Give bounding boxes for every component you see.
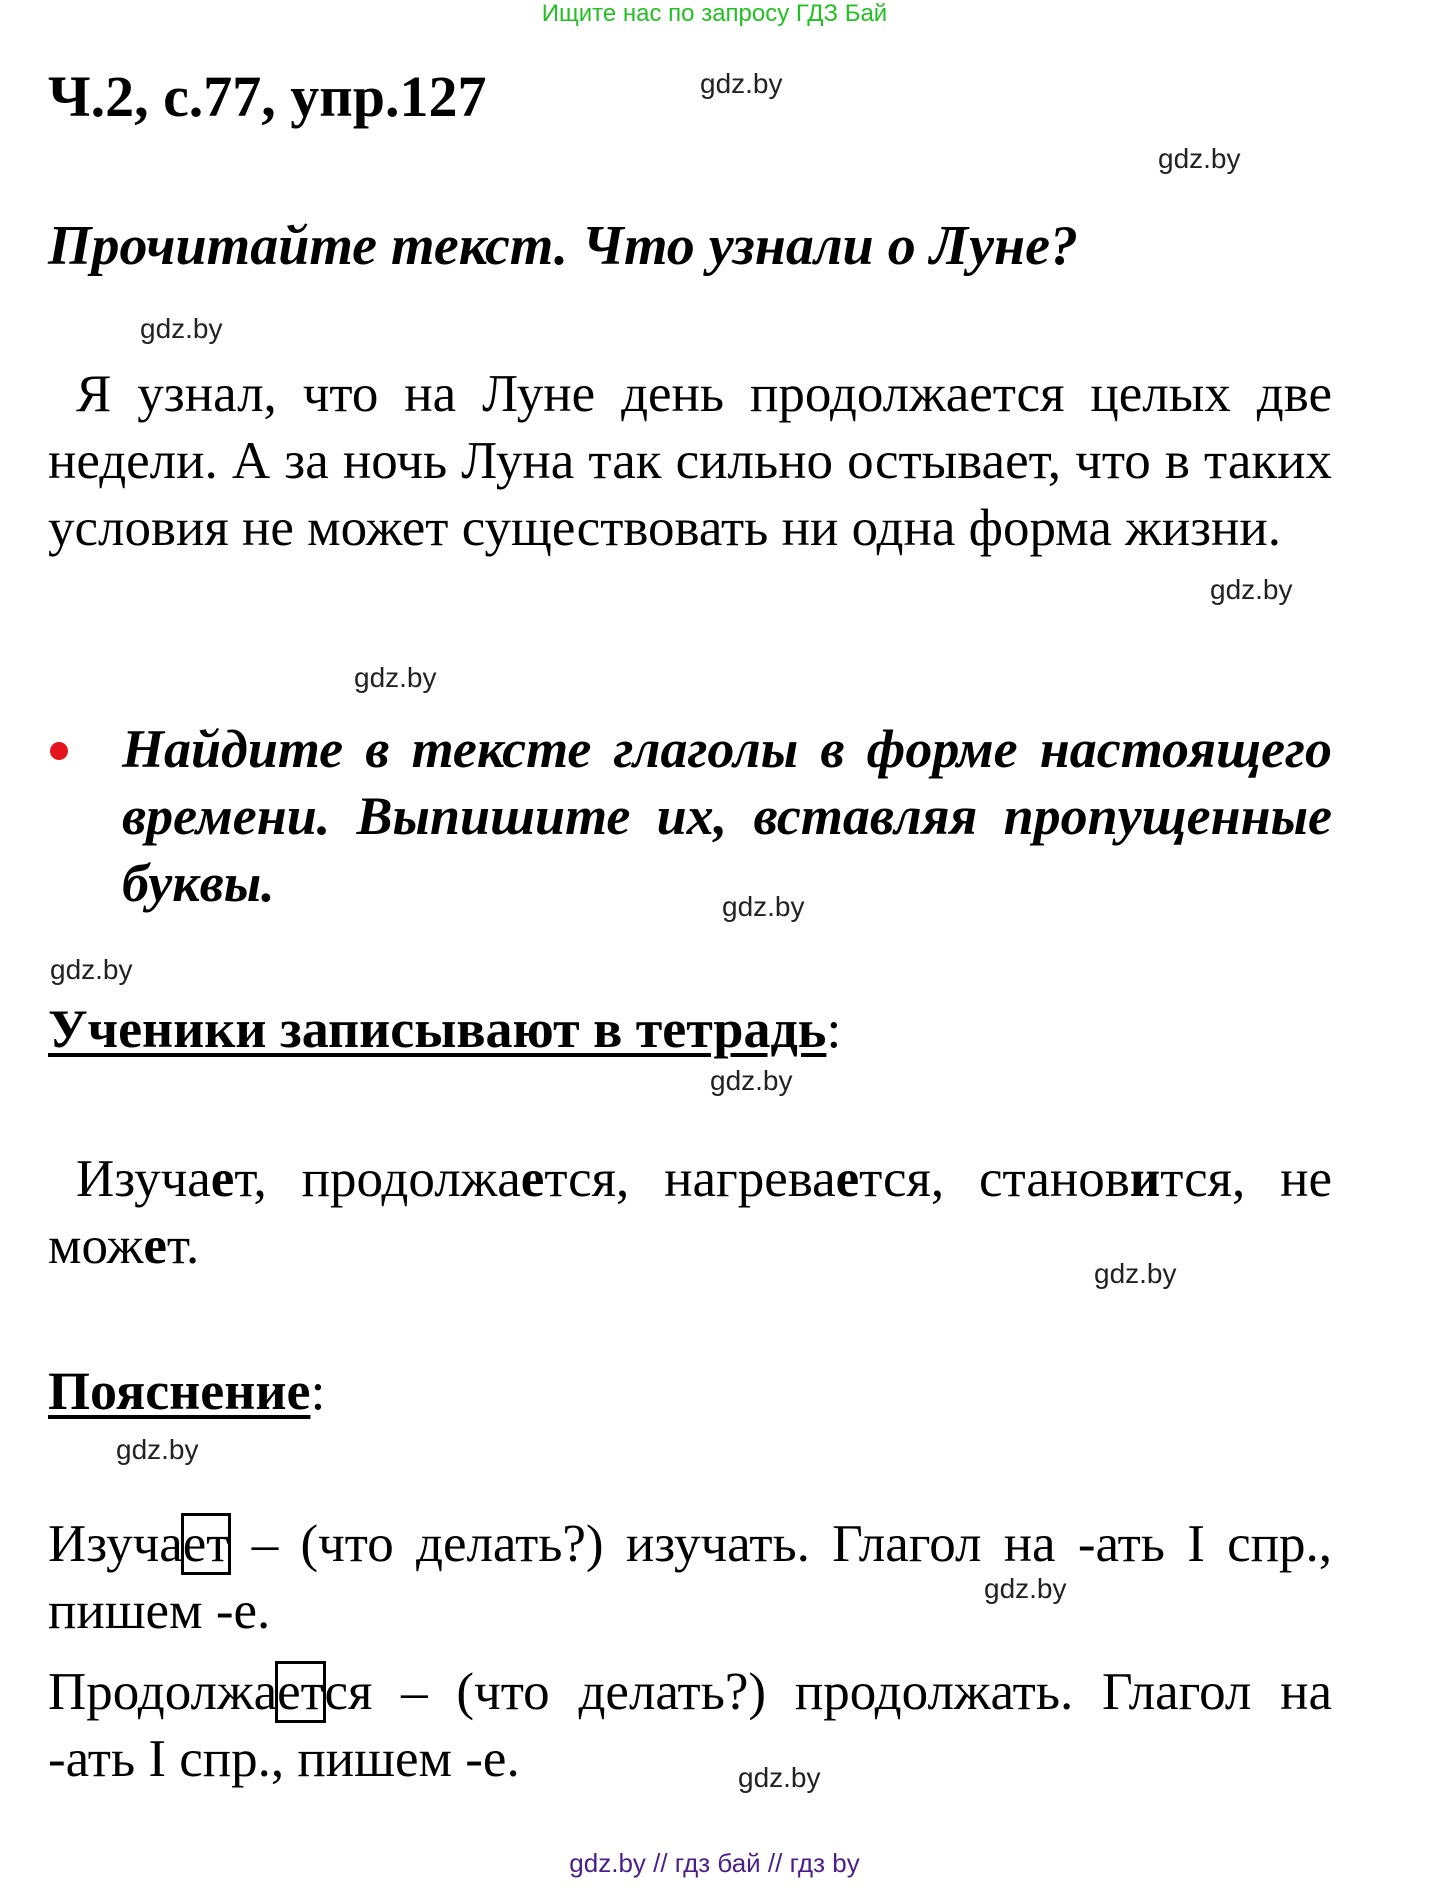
explanation-post: ся – (что делать?) продолжать. Глагол на -ать I спр., пишем -е. — [48, 1663, 1332, 1788]
explanation-post: – (что делать?) изучать. Глагол на -ать I спр., пишем -е. — [48, 1515, 1332, 1640]
top-banner[interactable]: Ищите нас по запросу ГДЗ Бай — [541, 0, 888, 27]
answer-letter: е — [835, 1150, 860, 1208]
answer-letter: е — [143, 1217, 167, 1275]
notebook-heading-colon: : — [826, 999, 842, 1059]
watermark: gdz.by — [700, 68, 783, 99]
answer-segment: Изуча — [76, 1150, 211, 1208]
watermark: gdz.by — [722, 891, 805, 922]
watermark: gdz.by — [738, 1762, 821, 1793]
watermark: gdz.by — [140, 313, 223, 344]
watermark: gdz.by — [1210, 574, 1293, 605]
notebook-heading-label: Ученики записывают в тетрадь — [48, 999, 827, 1059]
explanation-heading — [48, 1358, 325, 1425]
explanation-item — [48, 1659, 1332, 1793]
watermark: gdz.by — [50, 954, 133, 985]
notebook-heading — [48, 996, 841, 1063]
watermark: gdz.by — [116, 1434, 199, 1465]
answer-letter: е — [210, 1150, 235, 1208]
answer-letter: е — [520, 1150, 545, 1208]
explanation-heading-label: Пояснение — [48, 1361, 311, 1421]
bullet-icon — [50, 742, 68, 760]
watermark: gdz.by — [354, 662, 437, 693]
answer-segment: тся, станов — [859, 1150, 1130, 1208]
answer-segment: т. — [166, 1217, 200, 1275]
answer-segment: т, продолжа — [234, 1150, 521, 1208]
answer-segment: тся, нагрева — [544, 1150, 836, 1208]
answer-segment: тся, не мож — [48, 1150, 1332, 1275]
explanation-item — [48, 1511, 1332, 1645]
explanation-pre: Продолжа — [48, 1663, 278, 1721]
footer-links[interactable]: gdz.by // гдз бай // гдз by — [569, 1848, 860, 1878]
bullet-task: Найдите в тексте глаголы в форме настоящего времени. Выпишите их, вставляя пропущенные буквы. — [122, 719, 1332, 913]
watermark: gdz.by — [1158, 143, 1241, 174]
watermark: gdz.by — [1094, 1258, 1177, 1289]
answer-paragraph: Я узнал, что на Луне день продолжается целых две недели. А за ночь Луна так сильно остывает, что в таких условия не может существовать ни одна форма жизни. — [48, 365, 1332, 557]
explanation-pre: Изуча — [48, 1515, 183, 1573]
explanation-ending-box: ет — [182, 1515, 230, 1573]
exercise-title: Ч.2, с.77, упр.127 — [48, 64, 487, 129]
watermark: gdz.by — [710, 1065, 793, 1096]
watermark: gdz.by — [984, 1573, 1067, 1604]
explanation-ending-box: ет — [277, 1663, 325, 1721]
answer-letter: и — [1129, 1150, 1161, 1208]
task-heading: Прочитайте текст. Что узнали о Луне? — [48, 215, 1078, 277]
explanation-heading-colon: : — [310, 1361, 326, 1421]
